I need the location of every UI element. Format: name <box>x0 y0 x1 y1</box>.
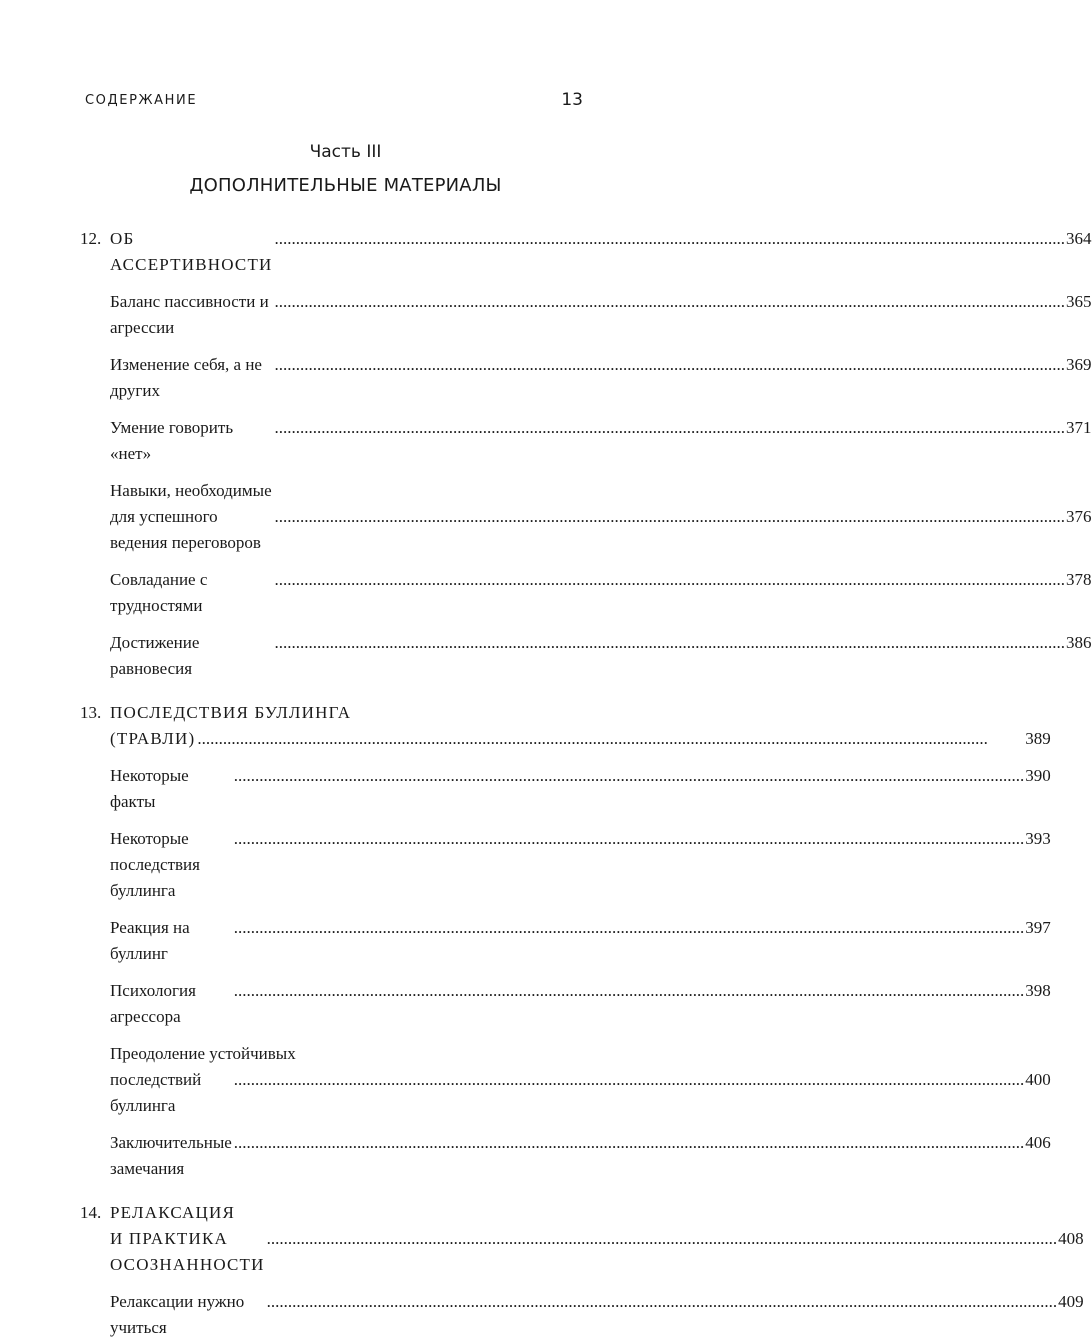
chapter-number: 12. <box>80 229 102 248</box>
toc-section-entry[interactable] <box>110 763 1051 815</box>
section-title: Баланс пассивности и агрессии <box>110 292 269 337</box>
toc-section-entry[interactable] <box>110 289 1092 341</box>
chapter-title-line: ПОСЛЕДСТВИЯ БУЛЛИНГА <box>110 703 352 722</box>
section-title: Изменение себя, а не других <box>110 355 262 400</box>
chapter-title: (ТРАВЛИ) <box>110 729 196 748</box>
section-page-number: 409 <box>1058 1292 1084 1311</box>
chapter-title: И ПРАКТИКА ОСОЗНАННОСТИ <box>110 1229 265 1274</box>
toc-section-entry[interactable] <box>110 915 1051 967</box>
section-title: Психология агрессора <box>110 981 196 1026</box>
dot-leader <box>275 567 1066 593</box>
section-title: Релаксации нужно учиться <box>110 1292 245 1337</box>
dot-leader <box>234 1067 1025 1093</box>
toc-chapter <box>80 1200 1084 1341</box>
section-title: Реакция на буллинг <box>110 918 190 963</box>
page-number: 13 <box>561 90 583 110</box>
toc-section-entry[interactable] <box>110 567 1092 619</box>
chapter-number: 13. <box>80 703 102 722</box>
chapter-page-number: 408 <box>1058 1229 1084 1248</box>
dot-leader <box>267 1289 1058 1315</box>
dot-leader <box>275 504 1066 530</box>
toc-section-entry[interactable] <box>110 478 1092 556</box>
section-page-number: 371 <box>1066 418 1092 437</box>
toc-section-entry[interactable] <box>110 415 1092 467</box>
section-title: Некоторые последствия буллинга <box>110 829 200 900</box>
dot-leader <box>234 1130 1025 1156</box>
chapter-page-number: 364 <box>1066 229 1092 248</box>
dot-leader <box>234 915 1025 941</box>
part-number: Часть III <box>309 142 382 162</box>
dot-leader <box>275 630 1066 656</box>
chapter-number: 14. <box>80 1203 102 1222</box>
section-page-number: 365 <box>1066 292 1092 311</box>
toc-chapter <box>80 700 1051 1182</box>
section-page-number: 390 <box>1025 766 1051 785</box>
dot-leader <box>275 415 1066 441</box>
toc-section-entry[interactable] <box>110 978 1051 1030</box>
chapter-title-entry[interactable] <box>110 1200 1084 1278</box>
section-page-number: 398 <box>1025 981 1051 1000</box>
chapter-title-entry[interactable] <box>110 700 1051 752</box>
chapter-page-number: 389 <box>1025 729 1051 748</box>
section-title-line: Преодоление устойчивых <box>110 1044 296 1063</box>
dot-leader <box>275 352 1066 378</box>
section-title: Некоторые факты <box>110 766 189 811</box>
section-page-number: 393 <box>1025 829 1051 848</box>
chapter-title-line: РЕЛАКСАЦИЯ <box>110 1203 235 1222</box>
section-title: для успешного ведения переговоров <box>110 507 261 552</box>
toc-section-entry[interactable] <box>110 826 1051 904</box>
running-title: СОДЕРЖАНИЕ <box>85 93 198 108</box>
chapter-title-entry[interactable] <box>110 226 1092 278</box>
part-title: ДОПОЛНИТЕЛЬНЫЕ МАТЕРИАЛЫ <box>189 175 502 196</box>
section-title: Умение говорить «нет» <box>110 418 234 463</box>
toc-section-entry[interactable] <box>110 630 1092 682</box>
toc-section-entry[interactable] <box>110 1041 1051 1119</box>
table-of-contents <box>80 226 1092 1341</box>
dot-leader <box>234 978 1025 1004</box>
section-page-number: 376 <box>1066 507 1092 526</box>
toc-section-entry[interactable] <box>110 1289 1084 1341</box>
section-page-number: 378 <box>1066 570 1092 589</box>
section-page-number: 406 <box>1025 1133 1051 1152</box>
toc-chapter <box>80 226 1092 682</box>
dot-leader <box>275 226 1066 252</box>
dot-leader <box>275 289 1066 315</box>
section-page-number: 386 <box>1066 633 1092 652</box>
section-title: Достижение равновесия <box>110 633 200 678</box>
section-title: последствий буллинга <box>110 1070 202 1115</box>
section-title-line: Навыки, необходимые <box>110 481 272 500</box>
section-title: Совладание с трудностями <box>110 570 208 615</box>
chapter-title: ОБ АССЕРТИВНОСТИ <box>110 229 273 274</box>
dot-leader <box>267 1226 1058 1252</box>
dot-leader <box>197 726 1024 752</box>
section-title: Заключительные замечания <box>110 1133 232 1178</box>
section-page-number: 397 <box>1025 918 1051 937</box>
dot-leader <box>234 763 1025 789</box>
toc-section-entry[interactable] <box>110 1130 1051 1182</box>
section-page-number: 400 <box>1025 1070 1051 1089</box>
toc-section-entry[interactable] <box>110 352 1092 404</box>
section-page-number: 369 <box>1066 355 1092 374</box>
dot-leader <box>234 826 1025 852</box>
